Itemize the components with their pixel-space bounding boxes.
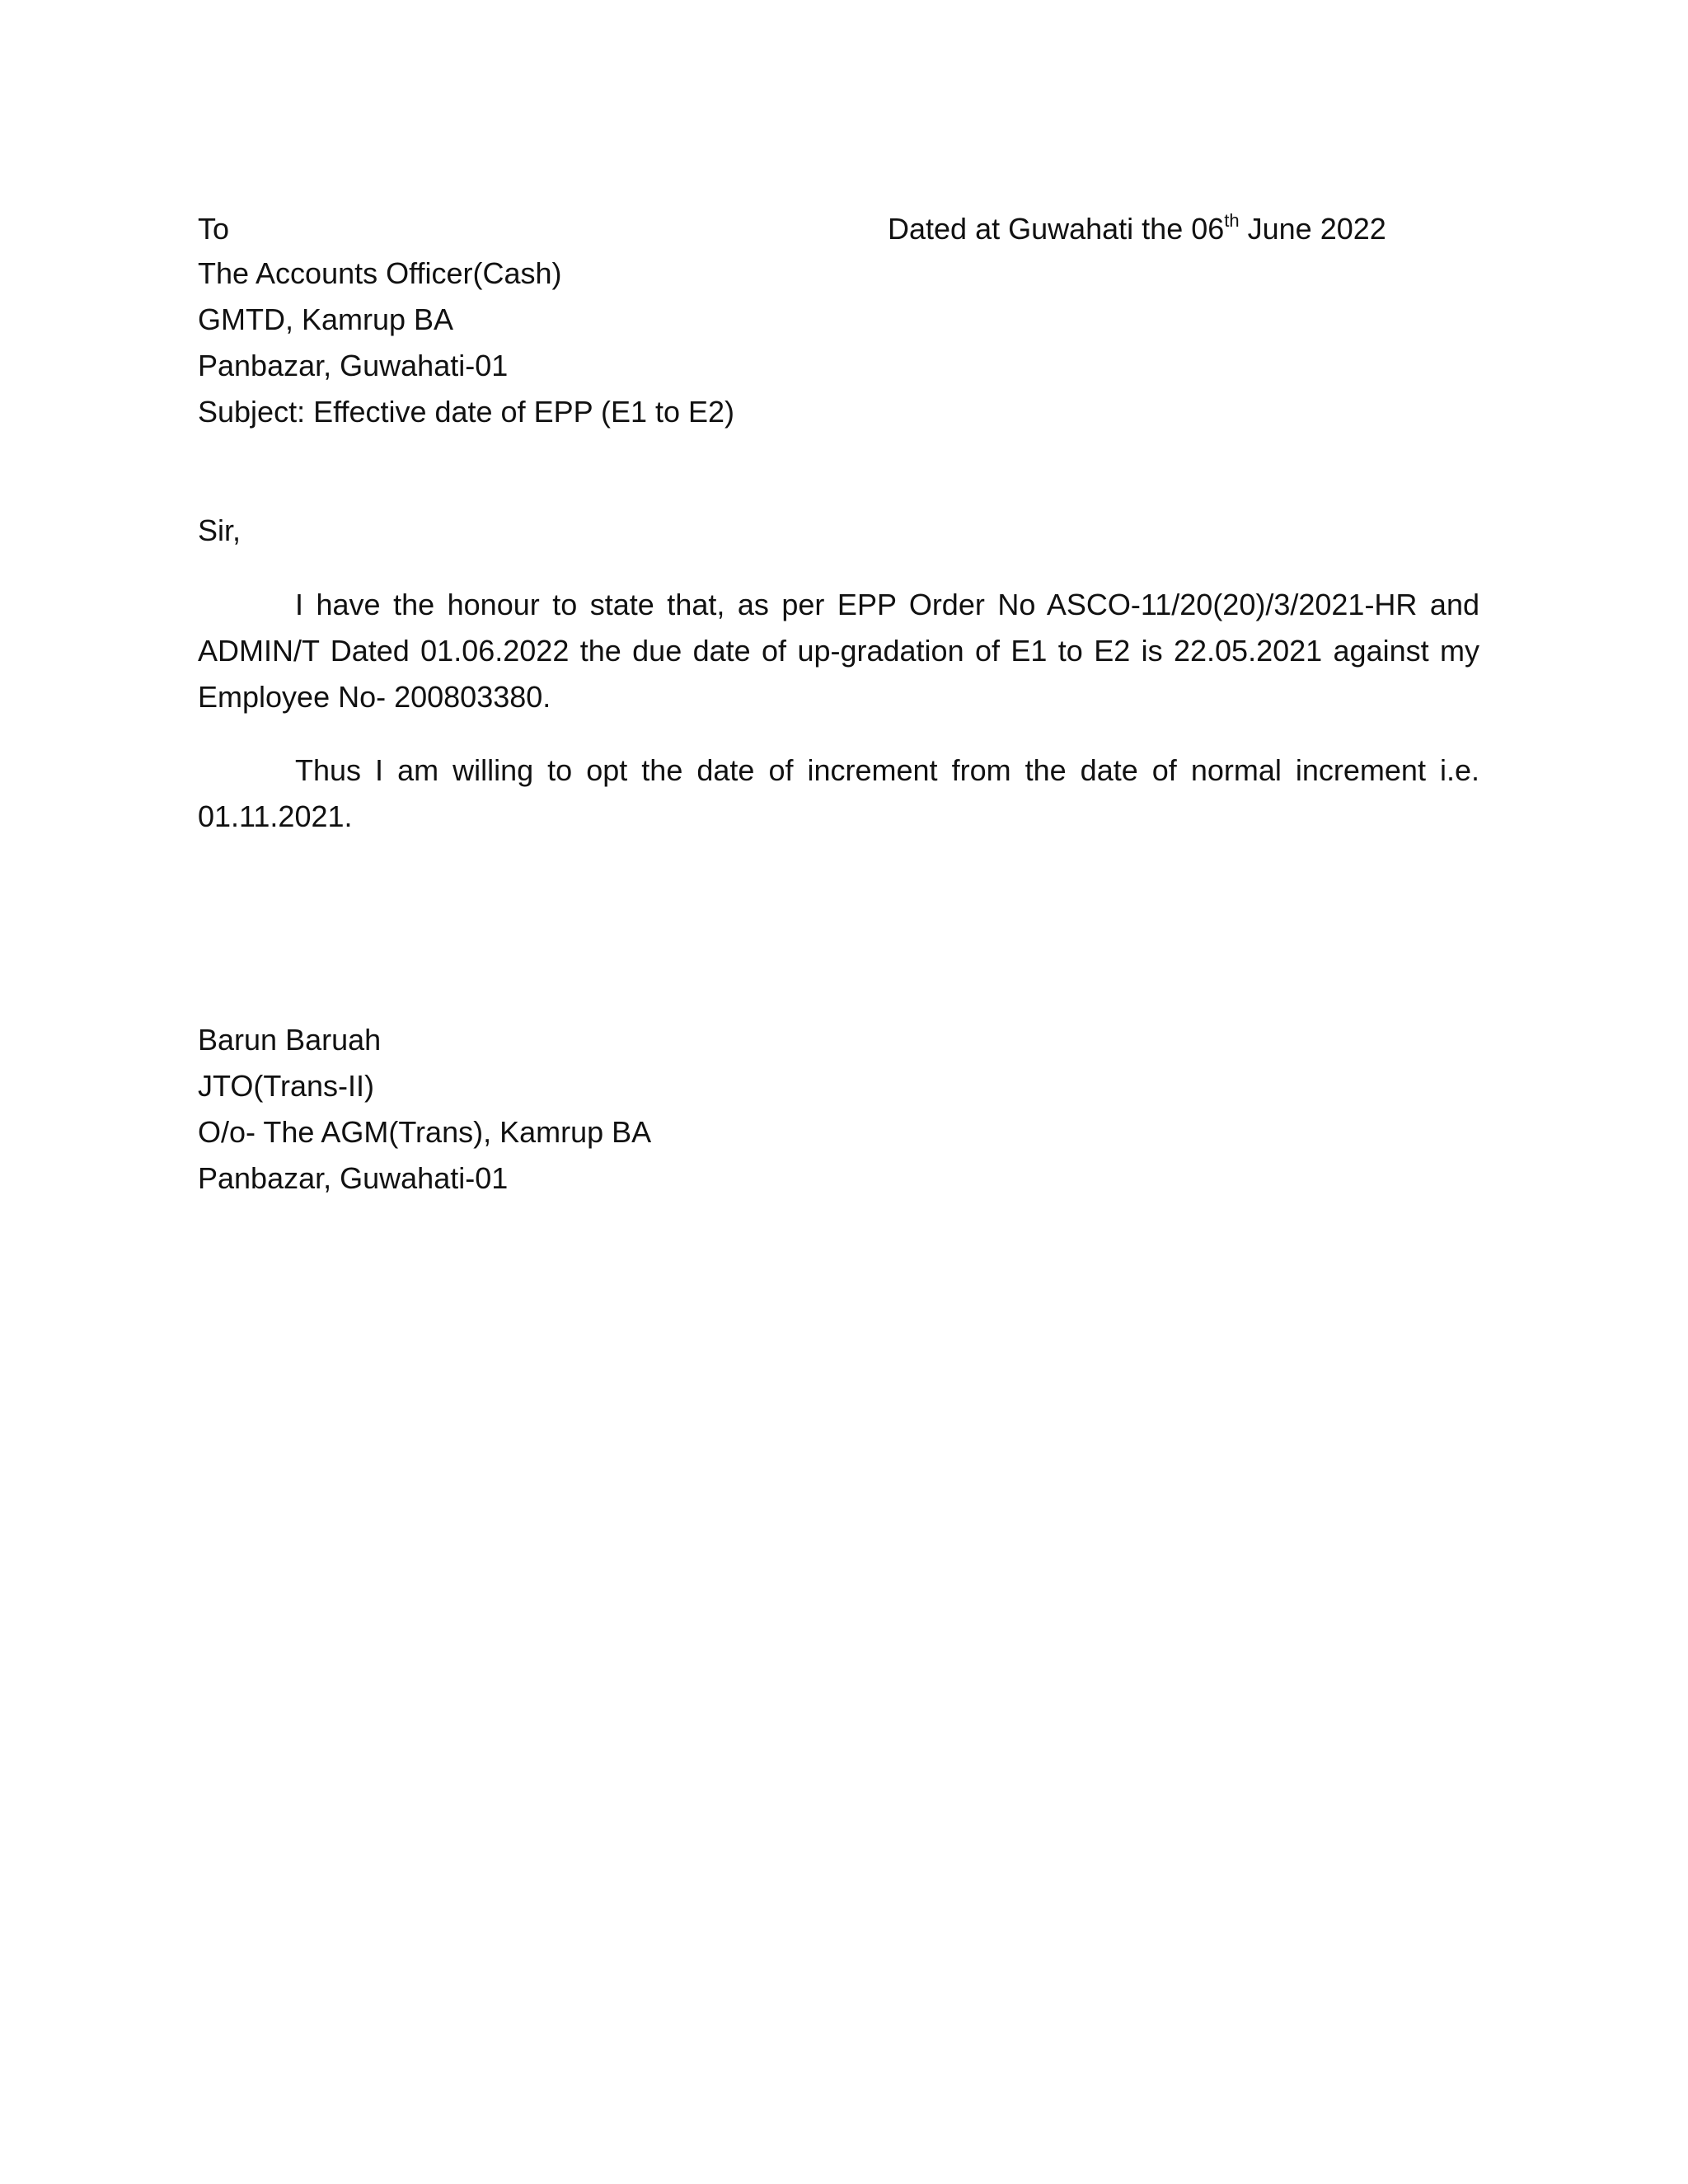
subject-line: Subject: Effective date of EPP (E1 to E2) [198,395,735,429]
date-prefix: Dated at Guwahati the 06 [888,212,1225,246]
recipient-address: Panbazar, Guwahati-01 [198,349,509,382]
sender-office: O/o- The AGM(Trans), Kamrup BA [198,1115,652,1149]
body-paragraph-1: I have the honour to state that, as per EPP Order No ASCO-11/20(20)/3/2021-HR and ADMIN/T Dated 01.06.2022 the due date of up-gradation of E1 to E2 is 22.05.2021 against my Employee No- 200803380. [198,588,1479,714]
recipient-office: GMTD, Kamrup BA [198,302,454,336]
sender-designation: JTO(Trans-II) [198,1069,374,1103]
sender-address: Panbazar, Guwahati-01 [198,1161,509,1195]
date-superscript: th [1224,210,1240,231]
date-suffix: June 2022 [1239,212,1386,246]
body-paragraph-2: Thus I am willing to opt the date of increment from the date of normal increment i.e. 01.11.2021. [198,753,1479,833]
recipient-title: The Accounts Officer(Cash) [198,256,562,290]
letter-date [888,206,1386,252]
sender-name: Barun Baruah [198,1023,382,1057]
to-label: To [198,212,230,246]
salutation: Sir, [198,513,241,547]
